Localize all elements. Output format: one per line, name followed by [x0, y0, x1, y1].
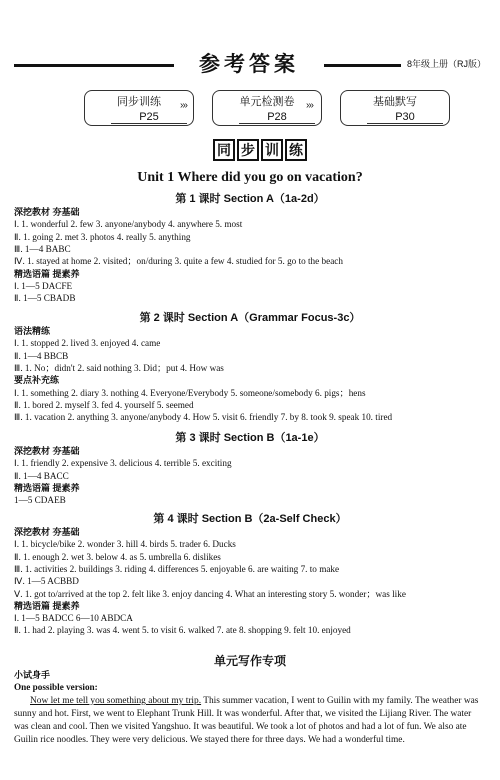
answer-line: Ⅰ. 1—5 BADCC 6—10 ABDCA: [14, 613, 133, 624]
answer-line: Ⅰ. 1—5 DACFE: [14, 280, 73, 291]
answer-line: Ⅰ. 1. friendly 2. expensive 3. delicious 4. terrible 5. exciting: [14, 458, 232, 469]
answer-line: Ⅱ. 1—5 CBADB: [14, 293, 76, 304]
writing-version: One possible version:: [14, 682, 98, 692]
nav-label: 单元检测卷: [239, 96, 295, 108]
section-banner: [213, 139, 307, 163]
answer-line: Ⅰ. 1. something 2. diary 3. nothing 4. Everyone/Everybody 5. someone/somebody 6. pigs；hens: [14, 387, 366, 398]
section-heading: 深挖教材 夯基础: [14, 446, 80, 456]
chevron-right-icon: ›››: [180, 100, 187, 111]
writing-title: 单元写作专项: [213, 654, 286, 668]
essay-text: This summer vacation, I went to Guilin with my family. The weather was: [201, 696, 479, 706]
essay-line: Guilin rice noodles. They were very delicious. We stayed there for three days. We had a wonderful time.: [14, 735, 405, 745]
nav-label: 同步训练: [117, 96, 161, 108]
answer-line: Ⅰ. 1. bicycle/bike 2. wonder 3. hill 4. birds 5. trader 6. Ducks: [14, 539, 236, 550]
answer-line: 1—5 CDAEB: [14, 495, 66, 506]
answer-line: Ⅲ. 1. activities 2. buildings 3. riding 4. differences 5. enjoyable 6. are waiting 7. to make: [14, 563, 340, 574]
writing-subtitle: 小试身手: [14, 670, 51, 680]
nav-box-sync-training: [84, 90, 194, 126]
section-heading: 深挖教材 夯基础: [14, 527, 80, 537]
banner-char: 同: [213, 139, 235, 161]
section-heading: 要点补充练: [14, 375, 60, 386]
answer-line: Ⅱ. 1. bored 2. myself 3. fed 4. yourself 5. seemed: [14, 399, 194, 410]
nav-page: P25: [111, 111, 187, 124]
answer-line: Ⅰ. 1. wonderful 2. few 3. anyone/anybody 4. anywhere 5. most: [14, 219, 243, 230]
banner-char: 训: [261, 139, 283, 161]
essay-line: [14, 696, 489, 707]
essay-line: sunny and hot. First, we went to Elephant Trunk Hill. It was wonderful. After that, we visited the Lijiang River. The water: [14, 709, 472, 719]
section-heading: 精选语篇 提素养: [14, 482, 80, 493]
nav-box-basic-dictation: [340, 90, 450, 126]
section-heading: 精选语篇 提素养: [14, 600, 80, 611]
lesson-title: 第 1 课时 Section A（1a-2d）: [175, 193, 325, 205]
answer-line: Ⅱ. 1. going 2. met 3. photos 4. really 5. anything: [14, 231, 191, 242]
answer-line: Ⅱ. 1—4 BBCB: [14, 350, 69, 361]
section-heading: 精选语篇 提素养: [14, 268, 80, 279]
answer-line: Ⅱ. 1—4 BACC: [14, 470, 69, 481]
answer-line: Ⅳ. 1—5 ACBBD: [14, 576, 79, 587]
banner-char: 练: [285, 139, 307, 161]
header-bar: [14, 52, 486, 78]
essay-line: was clean and cool. Then we visited Yangshuo. It was beautiful. We took a lot of photos and had a lot of fun. We also ate: [14, 722, 467, 732]
section-heading: 深挖教材 夯基础: [14, 207, 80, 217]
nav-label: 基础默写: [373, 96, 417, 108]
answer-line: Ⅰ. 1. stopped 2. lived 3. enjoyed 4. came: [14, 338, 161, 349]
lesson-title: 第 2 课时 Section A（Grammar Focus-3c）: [139, 312, 361, 324]
page-title: 参考答案: [174, 52, 324, 78]
banner-char: 步: [237, 139, 259, 161]
answer-line: Ⅲ. 1. vacation 2. anything 3. anyone/anybody 4. How 5. visit 6. friendly 7. by 8. took 9. speak 10. tired: [14, 412, 393, 423]
answer-line: Ⅱ. 1. had 2. playing 3. was 4. went 5. to visit 6. walked 7. ate 8. shopping 9. felt 10. enjoyed: [14, 625, 351, 636]
answer-line: Ⅳ. 1. stayed at home 2. visited；on/during 3. quite a few 4. studied for 5. go to the beach: [14, 256, 343, 267]
unit-title: Unit 1 Where did you go on vacation?: [137, 170, 363, 185]
answer-line: Ⅱ. 1. enough 2. wet 3. below 4. as 5. umbrella 6. dislikes: [14, 551, 221, 562]
section-heading: 语法精练: [14, 326, 51, 336]
nav-page: P28: [239, 111, 315, 124]
answer-line: Ⅴ. 1. got to/arrived at the top 2. felt like 3. enjoy dancing 4. What an interesting story 5. wonder；was like: [14, 588, 406, 599]
answer-line: Ⅲ. 1—4 BABC: [14, 243, 71, 254]
answer-line: Ⅲ. 1. No；didn't 2. said nothing 3. Did；put 4. How was: [14, 362, 224, 373]
nav-page: P30: [367, 111, 443, 124]
lesson-title: 第 3 课时 Section B（1a-1e）: [175, 432, 325, 444]
essay-underlined: Now let me tell you something about my trip.: [30, 696, 202, 706]
lesson-title: 第 4 课时 Section B（2a-Self Check）: [153, 513, 347, 525]
chevron-right-icon: ›››: [306, 100, 313, 111]
grade-label: 8年级上册（RJ版）: [401, 55, 486, 73]
